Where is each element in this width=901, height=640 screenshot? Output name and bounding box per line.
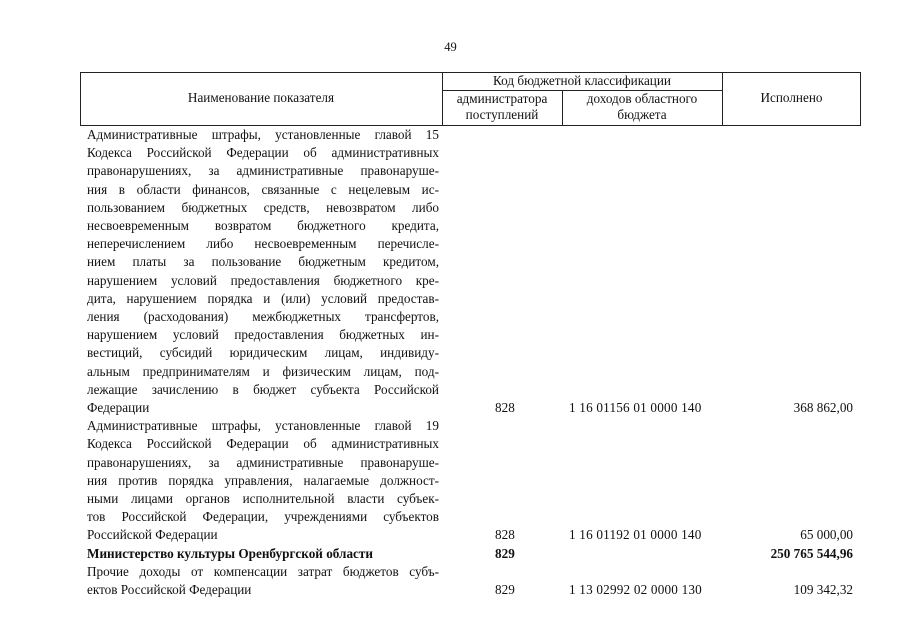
row-amount: 65 000,00 [800, 527, 853, 543]
name-line: правонарушениях, за административные правонаруше- [87, 454, 439, 470]
row-budget-code: 1 13 02992 02 0000 130 [569, 582, 702, 598]
name-line: несвоевременным возвратом бюджетного кредита, [87, 218, 439, 234]
header-indicator-name: Наименование показателя [187, 90, 335, 105]
row-amount: 250 765 544,96 [770, 545, 853, 561]
name-line: Кодекса Российской Федерации об административных [87, 436, 439, 452]
name-line: Административные штрафы, установленные главой 15 [87, 127, 439, 142]
name-line: нием платы за пользование бюджетным кредитом, [87, 254, 439, 270]
name-line: Прочие доходы от компенсации затрат бюджетов субъ- [87, 563, 439, 579]
name-line: Федерации [87, 400, 150, 416]
name-line: альным предпринимателям и физическим лицам, под- [87, 363, 439, 379]
header-executed: Исполнено [760, 90, 823, 105]
name-line: нарушением условий предоставления бюджетных ин- [87, 327, 439, 343]
name-line: Министерство культуры Оренбургской области [87, 545, 373, 561]
table-row [87, 417, 857, 544]
row-indicator-name [87, 563, 439, 599]
name-line: лежащие зачислению в бюджет субъекта Российской [87, 381, 439, 397]
name-line: дита, нарушением порядка и (или) условий предостав- [87, 290, 439, 306]
header-admin-line2: поступлений [465, 107, 539, 122]
table-row [87, 126, 857, 417]
name-line: правонарушениях, за административные правонаруше- [87, 163, 439, 179]
row-admin-code: 829 [495, 582, 515, 598]
row-budget-code: 1 16 01192 01 0000 140 [569, 527, 702, 543]
table-body [87, 126, 857, 599]
row-indicator-name [87, 545, 439, 563]
header-admin-line1: администратора [456, 91, 548, 106]
name-line: тов Российской Федерации, учреждениями субъектов [87, 509, 439, 525]
name-line: Российской Федерации [87, 527, 218, 543]
row-amount: 368 862,00 [793, 400, 853, 416]
row-amount: 109 342,32 [793, 582, 853, 598]
table-row [87, 563, 857, 599]
row-budget-code: 1 16 01156 01 0000 140 [569, 400, 702, 416]
name-line: ния против порядка управления, налагаемые должност- [87, 472, 439, 488]
row-indicator-name [87, 126, 439, 417]
header-revenue-line2: бюджета [617, 107, 667, 122]
name-line: нарушением условий предоставления бюджетного кре- [87, 272, 439, 288]
name-line: ектов Российской Федерации [87, 582, 252, 598]
header-revenue-line1: доходов областного [586, 91, 698, 106]
row-admin-code: 829 [495, 545, 515, 561]
name-line: вестиций, субсидий юридическим лицам, индивиду- [87, 345, 439, 361]
header-admin [442, 91, 562, 123]
name-line: ния в области финансов, связанные с нецелевым ис- [87, 181, 439, 197]
header-revenue [562, 91, 722, 123]
page-number: 49 [444, 40, 457, 54]
table-header [80, 72, 861, 125]
name-line: ления (расходования) межбюджетных трансфертов, [87, 309, 439, 325]
name-line: пользованием бюджетных средств, невозвратом либо [87, 199, 439, 215]
name-line: ными лицами органов исполнительной власти субъек- [87, 491, 439, 507]
table-row-ministry [87, 545, 857, 563]
name-line: неперечислением либо несвоевременным перечисле- [87, 236, 439, 252]
header-budget-code-group: Код бюджетной классификации [493, 73, 671, 88]
name-line: Административные штрафы, установленные главой 19 [87, 418, 439, 434]
row-admin-code: 828 [495, 527, 515, 543]
name-line: Кодекса Российской Федерации об административных [87, 145, 439, 161]
row-admin-code: 828 [495, 400, 515, 416]
row-indicator-name [87, 417, 439, 544]
